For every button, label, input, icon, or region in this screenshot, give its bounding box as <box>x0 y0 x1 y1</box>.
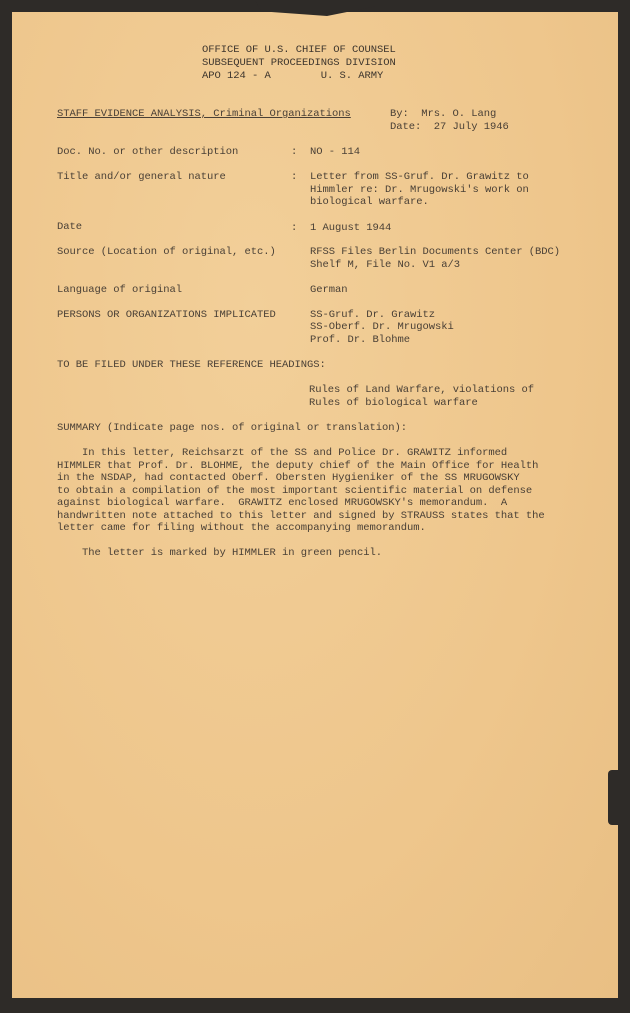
field-separator: : <box>291 146 298 158</box>
document-date: 1 August 1944 <box>310 222 392 234</box>
summary-line: in the NSDAP, had contacted Oberf. Obersten Hygieniker of the SS MRUGOWSKY <box>57 472 520 484</box>
form-title: STAFF EVIDENCE ANALYSIS, Criminal Organizations <box>57 108 351 120</box>
summary-line: to obtain a compilation of the most important scientific material on defense <box>57 484 533 497</box>
field-label: Title and/or general nature <box>57 171 226 183</box>
person: SS-Gruf. Dr. Grawitz <box>310 309 436 321</box>
reference-heading: TO BE FILED UNDER THESE REFERENCE HEADINGS: <box>57 359 326 371</box>
prepared-date: Date: 27 July 1946 <box>390 121 509 133</box>
field-label: Language of original <box>57 284 183 296</box>
doc-number: NO - 114 <box>310 146 361 158</box>
office-line-2: SUBSEQUENT PROCEEDINGS DIVISION <box>202 57 396 69</box>
field-label: Source (Location of original, etc.) <box>57 246 276 258</box>
field-separator: : <box>291 222 298 234</box>
source-line: RFSS Files Berlin Documents Center (BDC) <box>310 246 561 258</box>
title-line: Letter from SS-Gruf. Dr. Grawitz to <box>310 171 529 183</box>
summary-heading: SUMMARY (Indicate page nos. of original or translation): <box>57 422 408 434</box>
title-line: biological warfare. <box>310 196 429 208</box>
office-line-3: APO 124 - A U. S. ARMY <box>202 70 384 82</box>
field-label: Date <box>57 221 83 233</box>
field-separator: : <box>291 171 298 183</box>
title-line: Himmler re: Dr. Mrugowski's work on <box>310 184 529 196</box>
summary-line: In this letter, Reichsarzt of the SS and Police Dr. GRAWITZ informed <box>57 447 508 459</box>
office-line-1: OFFICE OF U.S. CHIEF OF COUNSEL <box>202 44 396 56</box>
prepared-by: By: Mrs. O. Lang <box>390 108 497 120</box>
summary-line: against biological warfare. GRAWITZ enclosed MRUGOWSKY's memorandum. A <box>57 497 508 509</box>
summary-line: handwritten note attached to this letter and signed by STRAUSS states that the <box>57 509 545 522</box>
paper-edge-damage <box>608 770 620 825</box>
reference-line: Rules of biological warfare <box>309 397 478 409</box>
person: SS-Oberf. Dr. Mrugowski <box>310 321 454 333</box>
language: German <box>310 284 348 296</box>
reference-line: Rules of Land Warfare, violations of <box>309 384 535 396</box>
pencil-note: The letter is marked by HIMMLER in green pencil. <box>57 547 383 559</box>
source-line: Shelf M, File No. V1 a/3 <box>310 259 461 271</box>
summary-line: HIMMLER that Prof. Dr. BLOHME, the deputy chief of the Main Office for Health <box>57 459 539 472</box>
person: Prof. Dr. Blohme <box>310 334 411 346</box>
summary-line: letter came for filing without the accompanying memorandum. <box>57 522 426 534</box>
field-label: PERSONS OR ORGANIZATIONS IMPLICATED <box>57 309 276 321</box>
field-label: Doc. No. or other description <box>57 146 239 158</box>
